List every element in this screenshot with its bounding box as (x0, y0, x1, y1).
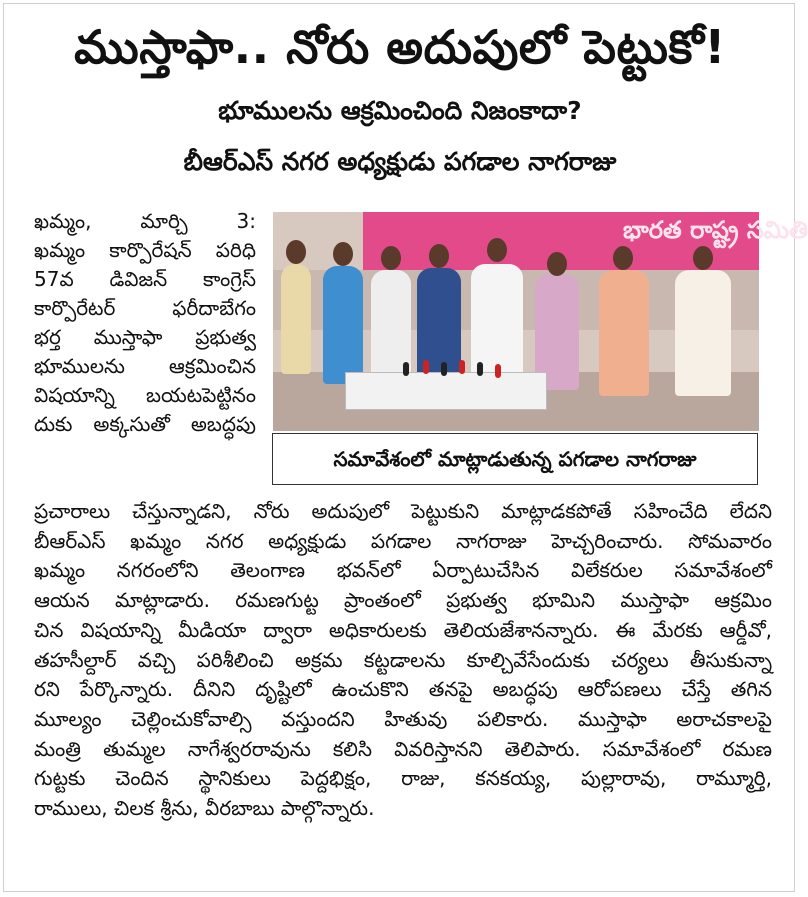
person-head (487, 238, 507, 262)
person-figure (599, 270, 649, 396)
body-text-wide-column (34, 497, 772, 824)
body-line: ఆయన మాట్లాడారు. రమణగుట్ట ప్రాంతంలో ప్రభుత్వ భూమిని ముస్తాఫా ఆక్రమిం (34, 588, 772, 613)
microphone-icon (423, 360, 429, 374)
photo-caption: సమావేశంలో మాట్లాడుతున్న పగడాల నాగరాజు (272, 433, 758, 485)
person-head (429, 244, 449, 268)
banner-text: భారత రాష్ట్ర సమితి (623, 216, 808, 244)
person-figure (675, 270, 731, 396)
body-line: దుకు అక్కసుతో అబద్ధపు (34, 412, 256, 436)
microphone-icon (477, 362, 483, 376)
body-line: గుట్టకు చెందిన స్థానికులు పెద్దభిక్షం, రాజు, కనకయ్య, పుల్లారావు, రామ్మూర్తి, (34, 766, 772, 791)
subheading-question: భూములను ఆక్రమించింది నిజంకాదా? (218, 96, 582, 125)
person-head (613, 246, 633, 270)
body-line: ఖమ్మం, మార్చి 3: (34, 209, 256, 233)
body-line: మంత్రి తుమ్మల నాగేశ్వరరావును కలిసి వివరిస్తానని తెలిపారు. సమావేశంలో రమణ (34, 736, 772, 761)
body-line: రాములు, చిలక శ్రీను, వీరబాబు పాల్గొన్నారు. (34, 796, 375, 821)
body-line: తహసీల్దార్ వచ్చి పరిశీలించి అక్రమ కట్టడాలను కూల్చివేసేందుకు చర్యలు తీసుకున్నా (34, 647, 772, 672)
person-head (381, 246, 401, 270)
body-line: బీఆర్ఎస్ ఖమ్మం నగర అధ్యక్షుడు పగడాల నాగరాజు హెచ్చరించారు. సోమవారం (34, 528, 772, 553)
body-line: భూములను ఆక్రమించిన (34, 354, 256, 378)
body-line: విషయాన్ని బయటపెట్టినం (34, 383, 256, 407)
microphone-icon (495, 364, 501, 378)
body-line: ఖమ్మం నగరంలోని తెలంగాణ భవన్‌లో ఏర్పాటుచేసిన విలేకరుల సమావేశంలో (34, 558, 772, 583)
body-line: మూల్యం చెల్లించుకోవాల్సి వస్తుందని హితువు పలికారు. ముస్తాఫా అరాచకాలపై (34, 706, 772, 731)
press-meet-photo (273, 212, 808, 431)
body-text-narrow-column (34, 207, 256, 439)
body-line: చిన విషయాన్ని మీడియా ద్వారా అధికారులకు తెలియజేశానన్నారు. ఈ మేరకు ఆర్డీవో, (34, 617, 772, 642)
headline: ముస్తాఫా.. నోరు అదుపులో పెట్టుకో! (74, 20, 726, 74)
subheading-speaker: బీఆర్ఎస్ నగర అధ్యక్షుడు పగడాల నాగరాజు (183, 147, 617, 176)
person-figure (323, 266, 363, 384)
microphone-icon (459, 360, 465, 374)
body-line: రని పేర్కొన్నారు. దీనిని దృష్టిలో ఉంచుకొని తనపై అబద్ధపు ఆరోపణలు చేస్తే తగిన (34, 677, 772, 702)
body-line: ప్రచారాలు చేస్తున్నాడని, నోరు అదుపులో పెట్టుకుని మాట్లాడకపోతే సహించేది లేదని (34, 499, 772, 523)
body-line: కార్పొరేటర్ ఫరీదాబేగం (34, 296, 256, 320)
microphone-icon (441, 362, 447, 376)
microphone-icon (403, 362, 409, 376)
person-figure (281, 264, 311, 374)
person-head (693, 246, 713, 270)
press-table (345, 372, 547, 410)
body-line: భర్త ముస్తాఫా ప్రభుత్వ (34, 325, 256, 349)
body-line: 57వ డివిజన్ కాంగ్రెస్ (34, 267, 256, 291)
person-head (286, 240, 306, 264)
person-head (333, 242, 353, 266)
person-head (547, 252, 567, 276)
body-line: ఖమ్మం కార్పొరేషన్ పరిధి (34, 238, 256, 262)
